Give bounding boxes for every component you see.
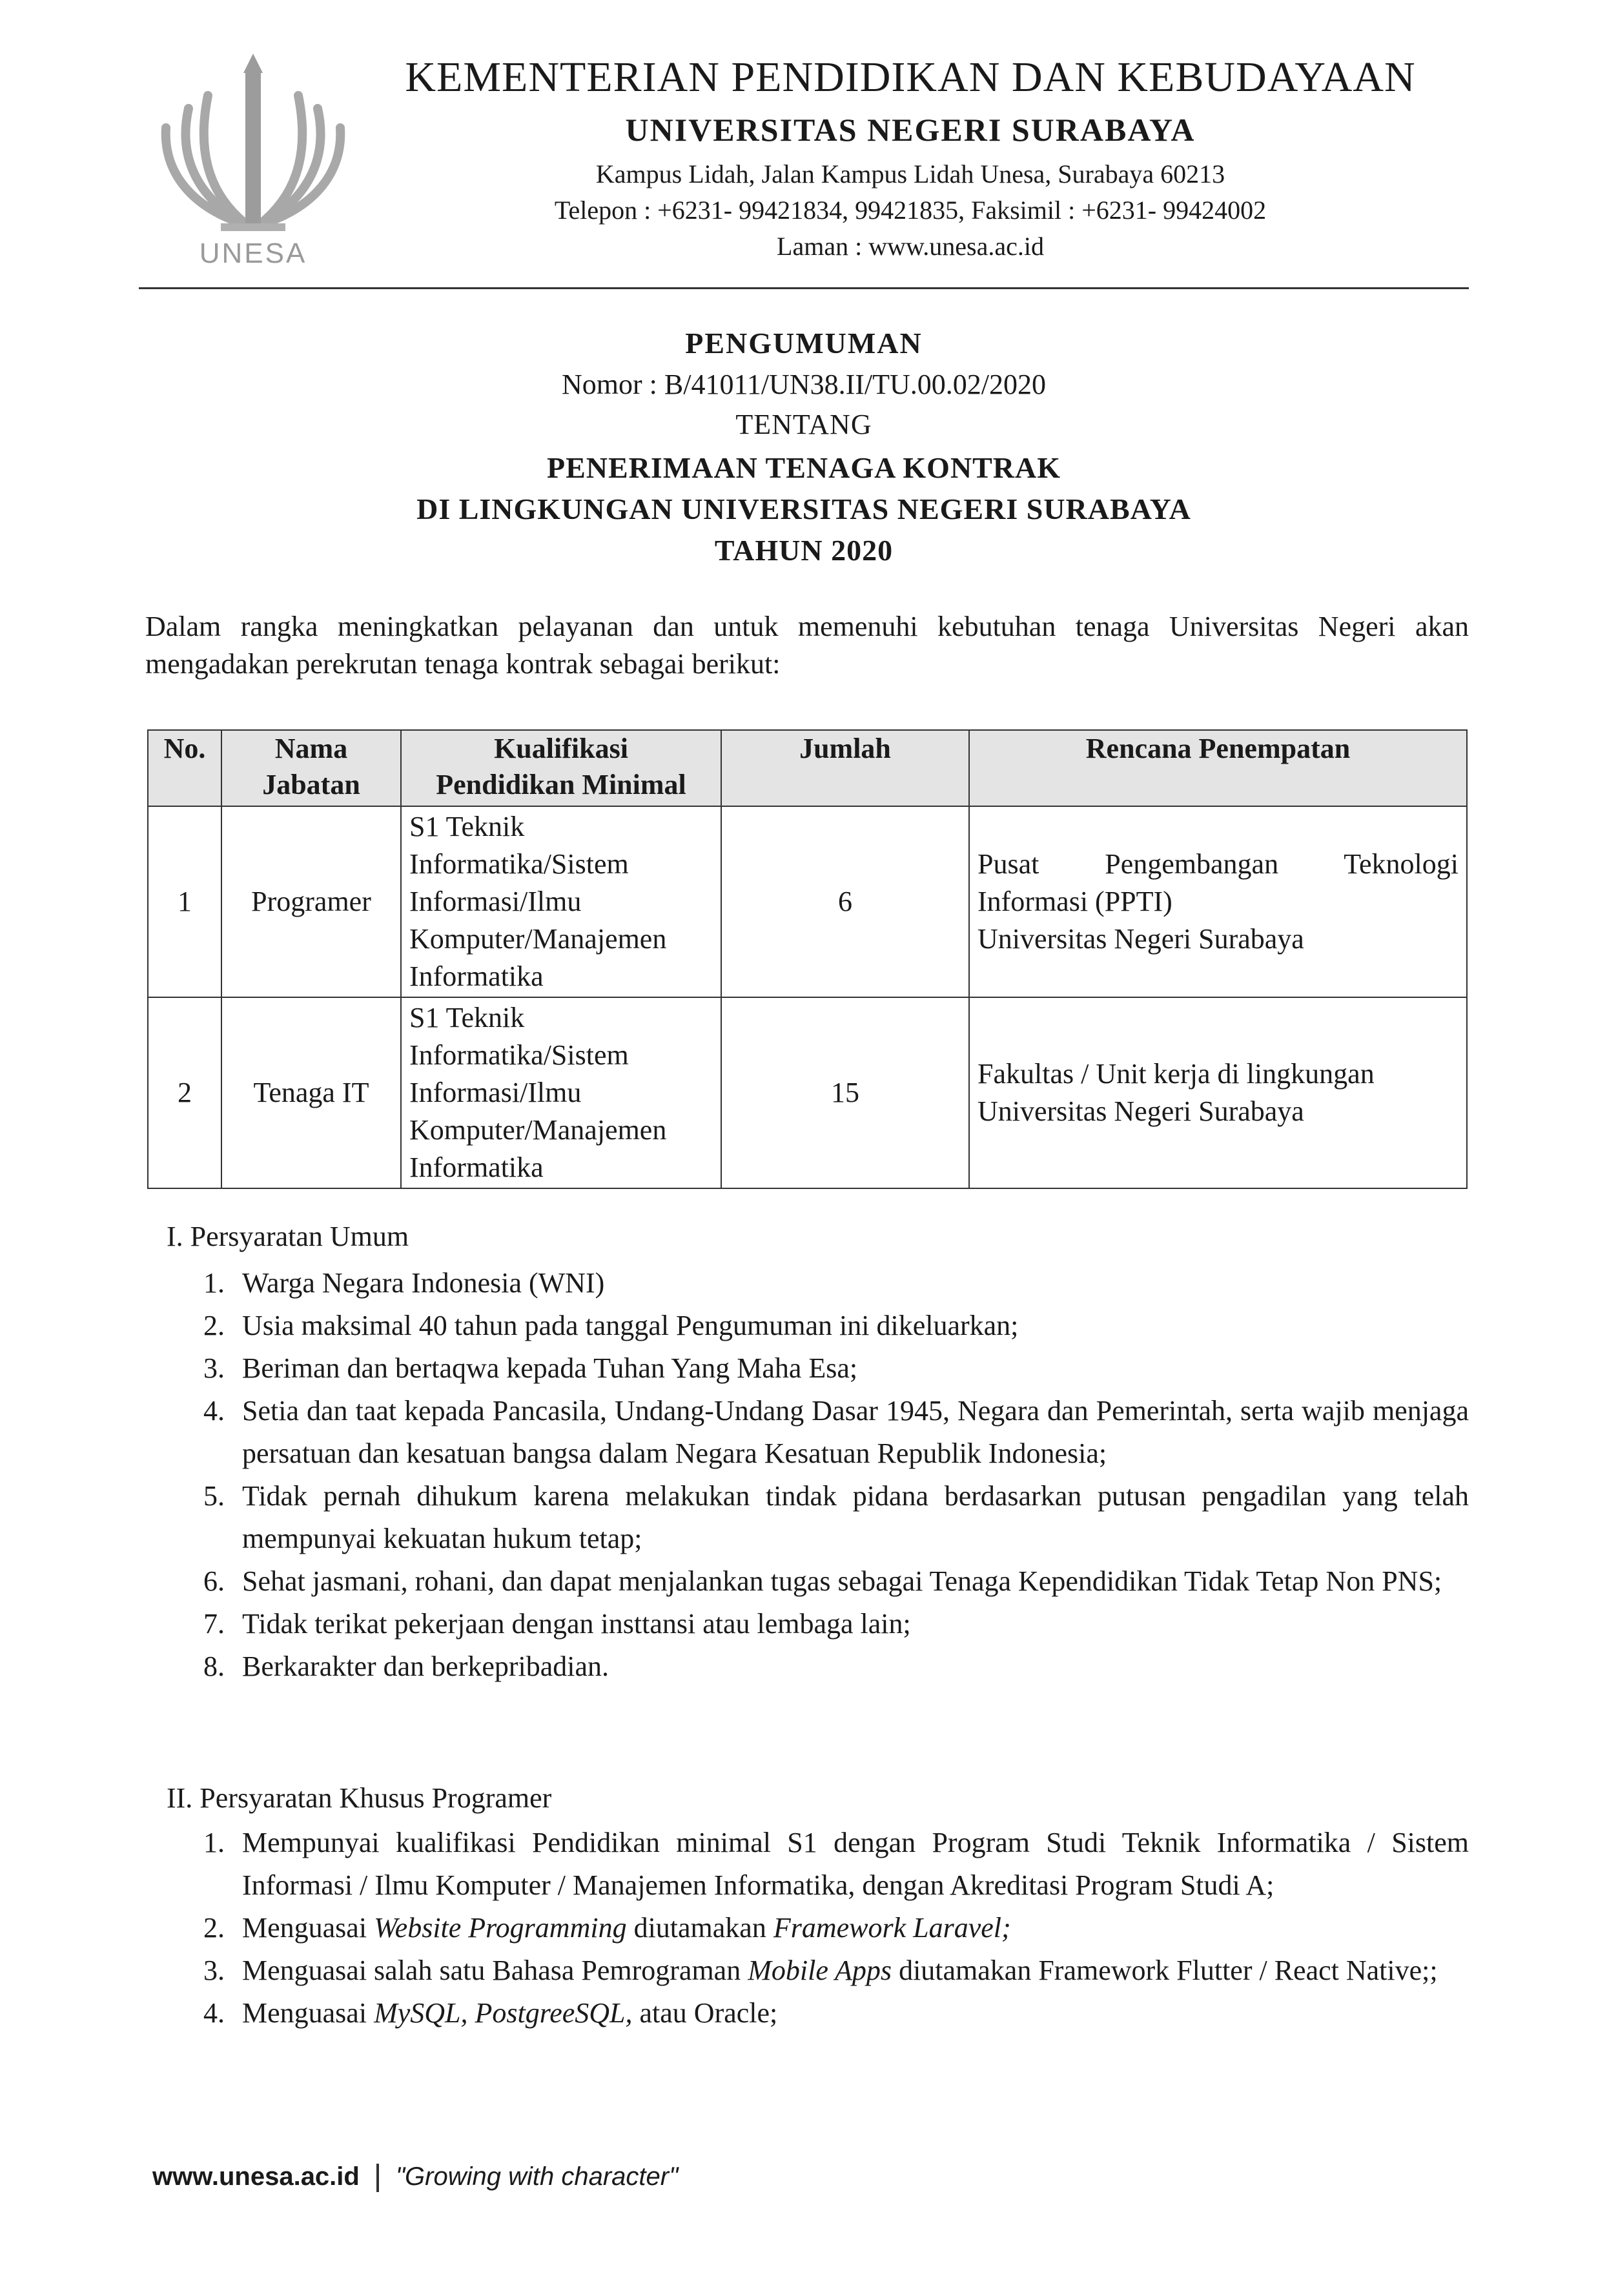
table-row bbox=[148, 997, 1467, 1188]
list-item: 4. Menguasai MySQL, PostgreeSQL, atau Oracle; bbox=[203, 1997, 778, 2029]
page-footer bbox=[152, 2162, 678, 2192]
section-general-title: I. Persyaratan Umum bbox=[167, 1221, 409, 1252]
announcement-subject-3: TAHUN 2020 bbox=[714, 534, 894, 567]
list-item: 8. Berkarakter dan berkepribadian. bbox=[203, 1651, 609, 1682]
list-item: 6. Sehat jasmani, rohani, dan dapat menjalankan tugas sebagai Tenaga Kependidikan Tidak Tetap Non PNS; bbox=[203, 1565, 1442, 1597]
table-header-row bbox=[148, 730, 1467, 806]
footer-motto: "Growing with character" bbox=[395, 2162, 679, 2191]
list-item: 7. Tidak terikat pekerjaan dengan insttansi atau lembaga lain; bbox=[203, 1608, 911, 1640]
intro-paragraph: Dalam rangka meningkatkan pelayanan dan untuk memenuhi kebutuhan tenaga Universitas Negeri akan mengadakan perekrutan tenaga kontrak sebagai berikut: bbox=[145, 611, 1469, 680]
address-line: Kampus Lidah, Jalan Kampus Lidah Unesa, Surabaya 60213 bbox=[595, 159, 1225, 188]
announcement-subject-2: DI LINGKUNGAN UNIVERSITAS NEGERI SURABAYA bbox=[416, 493, 1191, 525]
list-item: 3. Menguasai salah satu Bahasa Pemrograman Mobile Apps diutamakan Framework Flutter / React Native;; bbox=[203, 1955, 1438, 1986]
cell-education: S1 Teknik Informatika/Sistem Informasi/Ilmu Komputer/Manajemen Informatika bbox=[401, 997, 721, 1188]
header-no: No. bbox=[148, 730, 221, 806]
cell-placement: Pusat Pengembangan Teknologi Informasi (PPTI) Universitas Negeri Surabaya bbox=[969, 806, 1467, 997]
letterhead-divider bbox=[139, 287, 1469, 289]
website-line: Laman : www.unesa.ac.id bbox=[777, 232, 1044, 261]
logo-text: UNESA bbox=[199, 238, 307, 269]
list-item: 4. Setia dan taat kepada Pancasila, Undang-Undang Dasar 1945, Negara dan Pemerintah, serta wajib menjaga persatuan dan kesatuan bangsa dalam Negara Kesatuan Republik Indonesia; bbox=[203, 1395, 1469, 1469]
list-item: 2. Menguasai Website Programming diutamakan Framework Laravel; bbox=[203, 1912, 1011, 1944]
unesa-emblem-icon bbox=[150, 50, 356, 238]
cell-quantity: 15 bbox=[721, 997, 969, 1188]
cell-no: 2 bbox=[148, 997, 221, 1188]
header-education: Kualifikasi Pendidikan Minimal bbox=[401, 730, 721, 806]
ministry-name: KEMENTERIAN PENDIDIKAN DAN KEBUDAYAAN bbox=[405, 54, 1416, 101]
announcement-number: Nomor : B/41011/UN38.II/TU.00.02/2020 bbox=[562, 369, 1046, 400]
announcement-about: TENTANG bbox=[735, 409, 872, 440]
general-requirements-list bbox=[203, 1262, 1469, 1688]
list-item: 1. Mempunyai kualifikasi Pendidikan minimal S1 dengan Program Studi Teknik Informatika / Sistem Informasi / Ilmu Komputer / Manajemen Informatika, dengan Akreditasi Program Studi A; bbox=[203, 1827, 1469, 1901]
list-item: 2. Usia maksimal 40 tahun pada tanggal Pengumuman ini dikeluarkan; bbox=[203, 1310, 1019, 1341]
positions-table bbox=[147, 729, 1468, 1189]
phone-line: Telepon : +6231- 99421834, 99421835, Faksimil : +6231- 99424002 bbox=[554, 196, 1267, 225]
list-item: 5. Tidak pernah dihukum karena melakukan tindak pidana berdasarkan putusan pengadilan yang telah mempunyai kekuatan hukum tetap; bbox=[203, 1480, 1469, 1554]
section-programmer-title: II. Persyaratan Khusus Programer bbox=[167, 1782, 552, 1814]
header-placement: Rencana Penempatan bbox=[969, 730, 1467, 806]
footer-website: www.unesa.ac.id bbox=[152, 2162, 360, 2191]
list-item: 3. Beriman dan bertaqwa kepada Tuhan Yang Maha Esa; bbox=[203, 1352, 858, 1384]
programmer-requirements-list bbox=[203, 1822, 1469, 2035]
university-logo bbox=[150, 50, 356, 276]
cell-quantity: 6 bbox=[721, 806, 969, 997]
list-item: 1. Warga Negara Indonesia (WNI) bbox=[203, 1267, 605, 1299]
announcement-subject-1: PENERIMAAN TENAGA KONTRAK bbox=[547, 451, 1061, 484]
footer-separator bbox=[376, 2164, 379, 2192]
cell-placement: Fakultas / Unit kerja di lingkungan Universitas Negeri Surabaya bbox=[969, 997, 1467, 1188]
cell-no: 1 bbox=[148, 806, 221, 997]
header-quantity: Jumlah bbox=[721, 730, 969, 806]
cell-job: Programer bbox=[221, 806, 401, 997]
university-name: UNIVERSITAS NEGERI SURABAYA bbox=[625, 112, 1196, 148]
cell-education: S1 Teknik Informatika/Sistem Informasi/Ilmu Komputer/Manajemen Informatika bbox=[401, 806, 721, 997]
announcement-heading: PENGUMUMAN bbox=[685, 327, 923, 360]
header-job: Nama Jabatan bbox=[221, 730, 401, 806]
table-row bbox=[148, 806, 1467, 997]
cell-job: Tenaga IT bbox=[221, 997, 401, 1188]
